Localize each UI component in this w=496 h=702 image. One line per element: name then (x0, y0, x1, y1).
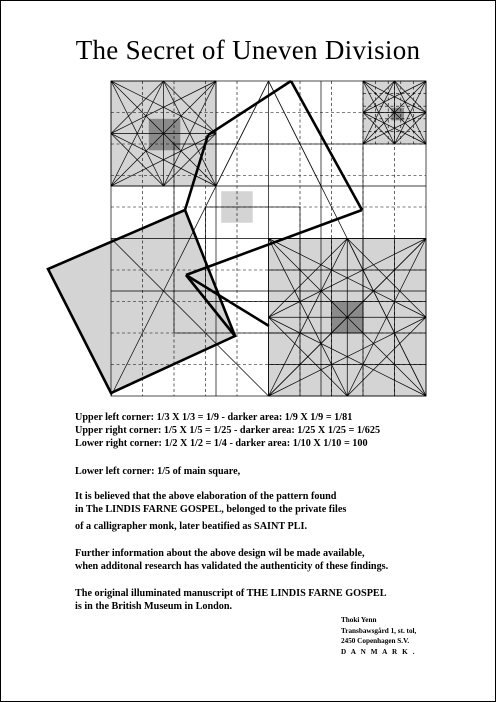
author-address (341, 615, 416, 657)
bold-tilted-edge (291, 81, 362, 210)
address-name: Thoki Yenn (341, 616, 377, 624)
lower-left-note: Lower left corner: 1/5 of main square, (75, 466, 241, 477)
address-country: D A N M A R K . (341, 647, 417, 656)
belief-paragraph (75, 490, 346, 533)
corner-ratios (75, 411, 380, 450)
further-line: when additonal research has validated the authenticity of these findings. (75, 561, 389, 572)
address-street: Transbawsgård 1, st. tol, (341, 626, 417, 635)
further-line: Further information about the above design wil be made available, (75, 548, 365, 559)
page-title: The Secret of Uneven Division (75, 35, 421, 65)
upper-left-ratio: Upper left corner: 1/3 X 1/3 = 1/9 - darker area: 1/9 X 1/9 = 1/81 (75, 412, 353, 423)
bold-tilted-edge (208, 81, 291, 135)
manuscript-paragraph (75, 587, 387, 613)
belief-line: in The LINDIS FARNE GOSPEL, belonged to the private files (75, 504, 347, 515)
address-city: 2450 Copenhagen S.V. (341, 637, 410, 645)
upper-right-ratio: Upper right corner: 1/5 X 1/5 = 1/25 - darker area: 1/25 X 1/25 = 1/625 (75, 425, 381, 436)
further-info-paragraph (75, 547, 388, 573)
geometric-diagram (41, 73, 441, 403)
belief-line: It is believed that the above elaboration of the pattern found (75, 491, 337, 502)
belief-line: of a calligrapher monk, later beatified as SAINT PLI. (75, 521, 308, 532)
lower-right-ratio: Lower right corner: 1/2 X 1/2 = 1/4 - darker area: 1/10 X 1/10 = 100 (75, 438, 368, 449)
manuscript-line: The original illuminated manuscript of THE LINDIS FARNE GOSPEL (75, 588, 387, 599)
manuscript-line: is in the British Museum in London. (75, 601, 233, 612)
